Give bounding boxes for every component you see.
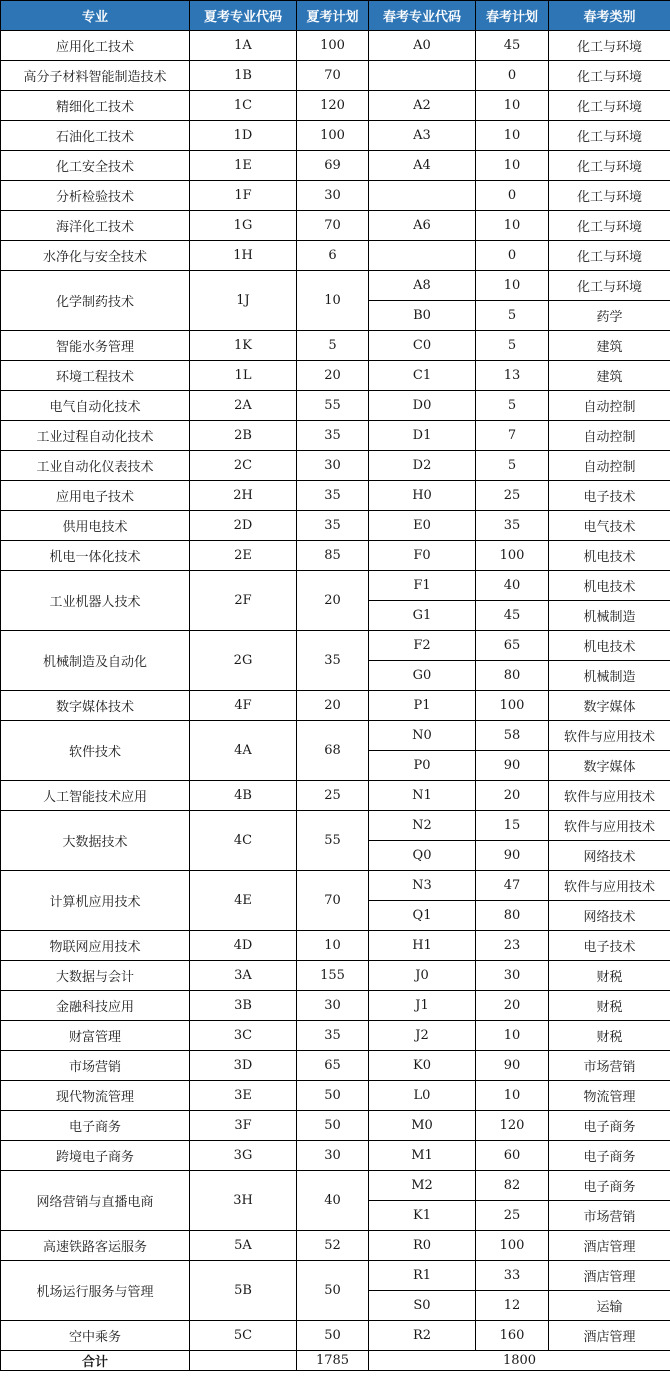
summer-plan-cell: 20 [297, 571, 369, 631]
summer-plan-cell: 35 [297, 421, 369, 451]
spring-code-cell: N0 [369, 721, 476, 751]
major-cell: 海洋化工技术 [1, 211, 190, 241]
summer-code-cell: 2E [190, 541, 297, 571]
summer-code-cell: 1E [190, 151, 297, 181]
major-cell: 环境工程技术 [1, 361, 190, 391]
summer-plan-cell: 5 [297, 331, 369, 361]
header-summer-plan: 夏考计划 [297, 1, 369, 31]
table-row [1, 991, 670, 1021]
spring-code-cell: K1 [369, 1201, 476, 1231]
table-row [1, 1321, 670, 1351]
spring-category-cell: 数字媒体 [549, 691, 670, 721]
spring-plan-cell: 10 [476, 91, 549, 121]
spring-code-cell [369, 181, 476, 211]
spring-plan-cell: 60 [476, 1141, 549, 1171]
major-cell: 分析检验技术 [1, 181, 190, 211]
major-cell: 电子商务 [1, 1111, 190, 1141]
summer-plan-cell: 65 [297, 1051, 369, 1081]
table-row [1, 241, 670, 271]
spring-plan-cell: 10 [476, 1081, 549, 1111]
summer-code-cell: 3D [190, 1051, 297, 1081]
spring-category-cell: 网络技术 [549, 841, 670, 871]
table-row [1, 961, 670, 991]
summer-code-cell: 4C [190, 811, 297, 871]
table-row [1, 631, 670, 661]
spring-category-cell: 财税 [549, 1021, 670, 1051]
summer-plan-cell: 100 [297, 31, 369, 61]
major-cell: 石油化工技术 [1, 121, 190, 151]
major-cell: 物联网应用技术 [1, 931, 190, 961]
summer-code-cell: 4E [190, 871, 297, 931]
summer-plan-cell: 50 [297, 1081, 369, 1111]
summer-code-cell: 1A [190, 31, 297, 61]
spring-category-cell: 软件与应用技术 [549, 871, 670, 901]
table-row [1, 421, 670, 451]
major-cell: 化学制药技术 [1, 271, 190, 331]
summer-plan-cell: 35 [297, 1021, 369, 1051]
summer-plan-cell: 50 [297, 1321, 369, 1351]
summer-plan-cell: 20 [297, 691, 369, 721]
summer-code-cell: 4D [190, 931, 297, 961]
spring-code-cell [369, 61, 476, 91]
major-cell: 软件技术 [1, 721, 190, 781]
spring-category-cell: 化工与环境 [549, 181, 670, 211]
spring-category-cell: 机电技术 [549, 631, 670, 661]
spring-code-cell: F0 [369, 541, 476, 571]
spring-code-cell: A6 [369, 211, 476, 241]
spring-plan-cell: 30 [476, 961, 549, 991]
spring-code-cell: C0 [369, 331, 476, 361]
summer-plan-cell: 25 [297, 781, 369, 811]
summer-code-cell: 4F [190, 691, 297, 721]
spring-code-cell: D0 [369, 391, 476, 421]
spring-category-cell: 电子商务 [549, 1141, 670, 1171]
spring-plan-cell: 90 [476, 751, 549, 781]
summer-code-cell: 1F [190, 181, 297, 211]
major-cell: 智能水务管理 [1, 331, 190, 361]
summer-code-cell: 3G [190, 1141, 297, 1171]
summer-code-cell: 5A [190, 1231, 297, 1261]
spring-code-cell: A8 [369, 271, 476, 301]
summer-plan-cell: 100 [297, 121, 369, 151]
spring-category-cell: 自动控制 [549, 421, 670, 451]
spring-category-cell: 电子技术 [549, 931, 670, 961]
table-row [1, 61, 670, 91]
header-spring-category: 春考类别 [549, 1, 670, 31]
summer-code-cell: 2C [190, 451, 297, 481]
summer-code-cell: 1C [190, 91, 297, 121]
spring-plan-cell: 82 [476, 1171, 549, 1201]
table-row [1, 1231, 670, 1261]
summer-plan-cell: 70 [297, 871, 369, 931]
spring-code-cell: F1 [369, 571, 476, 601]
spring-code-cell: M1 [369, 1141, 476, 1171]
summer-code-cell: 1K [190, 331, 297, 361]
spring-plan-cell: 100 [476, 1231, 549, 1261]
table-row [1, 1021, 670, 1051]
total-summer-plan: 1785 [297, 1351, 369, 1371]
spring-category-cell: 数字媒体 [549, 751, 670, 781]
spring-category-cell: 机电技术 [549, 571, 670, 601]
major-cell: 机场运行服务与管理 [1, 1261, 190, 1321]
summer-plan-cell: 69 [297, 151, 369, 181]
spring-category-cell: 电子商务 [549, 1111, 670, 1141]
major-cell: 电气自动化技术 [1, 391, 190, 421]
table-row [1, 721, 670, 751]
major-cell: 精细化工技术 [1, 91, 190, 121]
spring-plan-cell: 5 [476, 301, 549, 331]
spring-code-cell: G0 [369, 661, 476, 691]
summer-code-cell: 3F [190, 1111, 297, 1141]
major-cell: 供用电技术 [1, 511, 190, 541]
summer-plan-cell: 70 [297, 61, 369, 91]
spring-category-cell: 市场营销 [549, 1201, 670, 1231]
spring-category-cell: 化工与环境 [549, 241, 670, 271]
spring-plan-cell: 80 [476, 661, 549, 691]
spring-plan-cell: 10 [476, 1021, 549, 1051]
summer-plan-cell: 155 [297, 961, 369, 991]
table-row [1, 811, 670, 841]
spring-plan-cell: 15 [476, 811, 549, 841]
spring-plan-cell: 5 [476, 391, 549, 421]
spring-plan-cell: 5 [476, 331, 549, 361]
spring-code-cell: A2 [369, 91, 476, 121]
spring-category-cell: 自动控制 [549, 451, 670, 481]
summer-code-cell: 1D [190, 121, 297, 151]
spring-category-cell: 软件与应用技术 [549, 781, 670, 811]
spring-plan-cell: 80 [476, 901, 549, 931]
summer-plan-cell: 68 [297, 721, 369, 781]
spring-code-cell: P1 [369, 691, 476, 721]
major-cell: 应用化工技术 [1, 31, 190, 61]
summer-code-cell: 1G [190, 211, 297, 241]
spring-code-cell [369, 241, 476, 271]
summer-code-cell: 1L [190, 361, 297, 391]
table-row [1, 1141, 670, 1171]
spring-category-cell: 建筑 [549, 331, 670, 361]
major-cell: 工业过程自动化技术 [1, 421, 190, 451]
spring-code-cell: Q1 [369, 901, 476, 931]
major-cell: 计算机应用技术 [1, 871, 190, 931]
major-cell: 财富管理 [1, 1021, 190, 1051]
table-row [1, 271, 670, 301]
summer-code-cell: 2D [190, 511, 297, 541]
spring-code-cell: A3 [369, 121, 476, 151]
spring-code-cell: A0 [369, 31, 476, 61]
spring-code-cell: M2 [369, 1171, 476, 1201]
spring-category-cell: 化工与环境 [549, 151, 670, 181]
spring-plan-cell: 160 [476, 1321, 549, 1351]
table-row [1, 781, 670, 811]
spring-code-cell: A4 [369, 151, 476, 181]
table-row [1, 1261, 670, 1291]
spring-plan-cell: 0 [476, 181, 549, 211]
spring-plan-cell: 25 [476, 481, 549, 511]
spring-category-cell: 财税 [549, 961, 670, 991]
table-row [1, 391, 670, 421]
spring-code-cell: H0 [369, 481, 476, 511]
summer-plan-cell: 52 [297, 1231, 369, 1261]
spring-code-cell: N3 [369, 871, 476, 901]
major-cell: 高速铁路客运服务 [1, 1231, 190, 1261]
spring-code-cell: H1 [369, 931, 476, 961]
spring-code-cell: C1 [369, 361, 476, 391]
spring-plan-cell: 100 [476, 691, 549, 721]
spring-plan-cell: 0 [476, 241, 549, 271]
spring-plan-cell: 12 [476, 1291, 549, 1321]
summer-code-cell: 3A [190, 961, 297, 991]
major-cell: 现代物流管理 [1, 1081, 190, 1111]
spring-code-cell: B0 [369, 301, 476, 331]
spring-category-cell: 酒店管理 [549, 1321, 670, 1351]
summer-plan-cell: 30 [297, 1141, 369, 1171]
summer-code-cell: 3H [190, 1171, 297, 1231]
spring-plan-cell: 90 [476, 841, 549, 871]
spring-category-cell: 酒店管理 [549, 1231, 670, 1261]
summer-plan-cell: 35 [297, 631, 369, 691]
spring-code-cell: D2 [369, 451, 476, 481]
table-row [1, 1171, 670, 1201]
table-row [1, 1051, 670, 1081]
summer-plan-cell: 20 [297, 361, 369, 391]
spring-code-cell: F2 [369, 631, 476, 661]
spring-code-cell: D1 [369, 421, 476, 451]
summer-plan-cell: 70 [297, 211, 369, 241]
spring-category-cell: 酒店管理 [549, 1261, 670, 1291]
major-cell: 化工安全技术 [1, 151, 190, 181]
spring-category-cell: 机电技术 [549, 541, 670, 571]
table-body [1, 31, 670, 1351]
spring-plan-cell: 35 [476, 511, 549, 541]
spring-code-cell: N2 [369, 811, 476, 841]
table-row [1, 91, 670, 121]
table-row [1, 871, 670, 901]
header-row [1, 1, 670, 31]
header-spring-plan: 春考计划 [476, 1, 549, 31]
table-row [1, 121, 670, 151]
summer-plan-cell: 35 [297, 481, 369, 511]
spring-code-cell: K0 [369, 1051, 476, 1081]
spring-code-cell: J0 [369, 961, 476, 991]
major-cell: 大数据与会计 [1, 961, 190, 991]
spring-plan-cell: 120 [476, 1111, 549, 1141]
summer-plan-cell: 35 [297, 511, 369, 541]
spring-category-cell: 化工与环境 [549, 271, 670, 301]
table-row [1, 691, 670, 721]
total-row [1, 1351, 670, 1371]
spring-plan-cell: 20 [476, 991, 549, 1021]
summer-plan-cell: 10 [297, 931, 369, 961]
spring-category-cell: 物流管理 [549, 1081, 670, 1111]
summer-code-cell: 1J [190, 271, 297, 331]
major-cell: 高分子材料智能制造技术 [1, 61, 190, 91]
summer-code-cell: 2A [190, 391, 297, 421]
summer-code-cell: 4B [190, 781, 297, 811]
spring-code-cell: N1 [369, 781, 476, 811]
spring-plan-cell: 47 [476, 871, 549, 901]
spring-code-cell: R2 [369, 1321, 476, 1351]
summer-plan-cell: 6 [297, 241, 369, 271]
spring-plan-cell: 10 [476, 211, 549, 241]
major-cell: 金融科技应用 [1, 991, 190, 1021]
spring-category-cell: 化工与环境 [549, 61, 670, 91]
spring-plan-cell: 45 [476, 601, 549, 631]
spring-category-cell: 机械制造 [549, 601, 670, 631]
spring-category-cell: 电子商务 [549, 1171, 670, 1201]
spring-category-cell: 药学 [549, 301, 670, 331]
spring-category-cell: 机械制造 [549, 661, 670, 691]
spring-plan-cell: 10 [476, 151, 549, 181]
major-cell: 应用电子技术 [1, 481, 190, 511]
spring-category-cell: 财税 [549, 991, 670, 1021]
table-row [1, 331, 670, 361]
major-cell: 工业机器人技术 [1, 571, 190, 631]
major-cell: 网络营销与直播电商 [1, 1171, 190, 1231]
summer-plan-cell: 30 [297, 991, 369, 1021]
table-row [1, 451, 670, 481]
spring-plan-cell: 58 [476, 721, 549, 751]
summer-code-cell: 2B [190, 421, 297, 451]
spring-plan-cell: 45 [476, 31, 549, 61]
major-cell: 大数据技术 [1, 811, 190, 871]
total-blank-summer [190, 1351, 297, 1371]
major-cell: 工业自动化仪表技术 [1, 451, 190, 481]
summer-code-cell: 2F [190, 571, 297, 631]
spring-category-cell: 建筑 [549, 361, 670, 391]
spring-category-cell: 市场营销 [549, 1051, 670, 1081]
summer-code-cell: 1H [190, 241, 297, 271]
spring-code-cell: E0 [369, 511, 476, 541]
spring-category-cell: 软件与应用技术 [549, 721, 670, 751]
summer-plan-cell: 50 [297, 1111, 369, 1141]
major-cell: 机械制造及自动化 [1, 631, 190, 691]
summer-code-cell: 3B [190, 991, 297, 1021]
spring-category-cell: 自动控制 [549, 391, 670, 421]
summer-plan-cell: 120 [297, 91, 369, 121]
summer-plan-cell: 40 [297, 1171, 369, 1231]
spring-plan-cell: 10 [476, 271, 549, 301]
summer-plan-cell: 30 [297, 451, 369, 481]
spring-code-cell: G1 [369, 601, 476, 631]
major-cell: 空中乘务 [1, 1321, 190, 1351]
spring-plan-cell: 23 [476, 931, 549, 961]
summer-code-cell: 2G [190, 631, 297, 691]
spring-category-cell: 化工与环境 [549, 31, 670, 61]
summer-code-cell: 3E [190, 1081, 297, 1111]
summer-code-cell: 3C [190, 1021, 297, 1051]
spring-plan-cell: 10 [476, 121, 549, 151]
spring-code-cell: R1 [369, 1261, 476, 1291]
spring-code-cell: M0 [369, 1111, 476, 1141]
major-cell: 市场营销 [1, 1051, 190, 1081]
summer-plan-cell: 55 [297, 391, 369, 421]
summer-plan-cell: 50 [297, 1261, 369, 1321]
summer-plan-cell: 55 [297, 811, 369, 871]
summer-plan-cell: 85 [297, 541, 369, 571]
spring-plan-cell: 25 [476, 1201, 549, 1231]
spring-code-cell: P0 [369, 751, 476, 781]
spring-category-cell: 化工与环境 [549, 211, 670, 241]
total-spring-plan: 1800 [369, 1351, 670, 1371]
total-label: 合计 [1, 1351, 190, 1371]
table-row [1, 361, 670, 391]
table-row [1, 1081, 670, 1111]
spring-code-cell: J1 [369, 991, 476, 1021]
table-row [1, 931, 670, 961]
table-row [1, 1111, 670, 1141]
major-cell: 水净化与安全技术 [1, 241, 190, 271]
spring-plan-cell: 0 [476, 61, 549, 91]
spring-plan-cell: 100 [476, 541, 549, 571]
spring-category-cell: 电子技术 [549, 481, 670, 511]
major-cell: 机电一体化技术 [1, 541, 190, 571]
spring-plan-cell: 40 [476, 571, 549, 601]
spring-plan-cell: 65 [476, 631, 549, 661]
spring-plan-cell: 13 [476, 361, 549, 391]
spring-plan-cell: 7 [476, 421, 549, 451]
table-row [1, 31, 670, 61]
spring-category-cell: 软件与应用技术 [549, 811, 670, 841]
summer-code-cell: 1B [190, 61, 297, 91]
table-row [1, 211, 670, 241]
header-summer-code: 夏考专业代码 [190, 1, 297, 31]
spring-code-cell: L0 [369, 1081, 476, 1111]
spring-code-cell: S0 [369, 1291, 476, 1321]
table-row [1, 151, 670, 181]
major-cell: 跨境电子商务 [1, 1141, 190, 1171]
summer-plan-cell: 30 [297, 181, 369, 211]
major-cell: 数字媒体技术 [1, 691, 190, 721]
spring-plan-cell: 90 [476, 1051, 549, 1081]
spring-category-cell: 网络技术 [549, 901, 670, 931]
spring-code-cell: J2 [369, 1021, 476, 1051]
table-row [1, 181, 670, 211]
spring-plan-cell: 33 [476, 1261, 549, 1291]
spring-category-cell: 运输 [549, 1291, 670, 1321]
header-spring-code: 春考专业代码 [369, 1, 476, 31]
spring-code-cell: R0 [369, 1231, 476, 1261]
table-row [1, 481, 670, 511]
header-major: 专业 [1, 1, 190, 31]
summer-code-cell: 5B [190, 1261, 297, 1321]
major-cell: 人工智能技术应用 [1, 781, 190, 811]
spring-plan-cell: 5 [476, 451, 549, 481]
spring-category-cell: 化工与环境 [549, 91, 670, 121]
spring-category-cell: 化工与环境 [549, 121, 670, 151]
summer-plan-cell: 10 [297, 271, 369, 331]
table-row [1, 571, 670, 601]
summer-code-cell: 5C [190, 1321, 297, 1351]
summer-code-cell: 2H [190, 481, 297, 511]
summer-code-cell: 4A [190, 721, 297, 781]
table-row [1, 511, 670, 541]
spring-plan-cell: 20 [476, 781, 549, 811]
spring-category-cell: 电气技术 [549, 511, 670, 541]
table-row [1, 541, 670, 571]
spring-code-cell: Q0 [369, 841, 476, 871]
